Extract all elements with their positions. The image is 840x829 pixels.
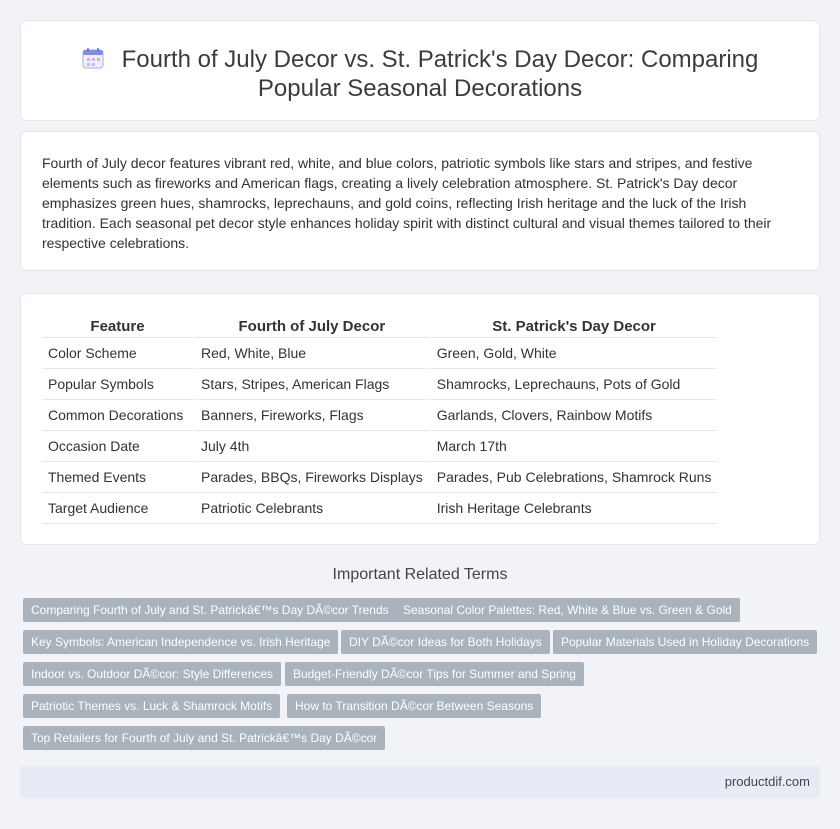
column-header-fourth-of-july: Fourth of July Decor bbox=[194, 316, 430, 337]
table-cell: Occasion Date bbox=[42, 430, 194, 461]
related-term-tag[interactable]: Indoor vs. Outdoor DÃ©cor: Style Differences bbox=[23, 662, 281, 686]
title-card bbox=[20, 20, 820, 121]
column-header-feature: Feature bbox=[42, 316, 194, 337]
footer bbox=[20, 766, 820, 798]
table-row bbox=[42, 368, 718, 399]
column-header-st-patricks: St. Patrick's Day Decor bbox=[430, 316, 719, 337]
table-cell: March 17th bbox=[430, 430, 719, 461]
table-cell: Parades, Pub Celebrations, Shamrock Runs bbox=[430, 461, 719, 492]
page-title bbox=[21, 45, 819, 74]
table-cell: Irish Heritage Celebrants bbox=[430, 492, 719, 523]
related-term-tag[interactable]: Key Symbols: American Independence vs. Irish Heritage bbox=[23, 630, 338, 654]
related-term-tag[interactable]: Comparing Fourth of July and St. Patrickâ€™s Day DÃ©cor Trends bbox=[23, 598, 397, 622]
related-term-tag[interactable]: DIY DÃ©cor Ideas for Both Holidays bbox=[341, 630, 550, 654]
related-term-tag[interactable]: Budget-Friendly DÃ©cor Tips for Summer and Spring bbox=[285, 662, 584, 686]
table-cell: Common Decorations bbox=[42, 399, 194, 430]
table-row bbox=[42, 337, 718, 368]
table-cell: Red, White, Blue bbox=[194, 337, 430, 368]
table-cell: Shamrocks, Leprechauns, Pots of Gold bbox=[430, 368, 719, 399]
title-line-2: Popular Seasonal Decorations bbox=[257, 75, 583, 102]
table-header-row bbox=[42, 316, 718, 337]
intro-card bbox=[20, 131, 820, 271]
table-cell: July 4th bbox=[194, 430, 430, 461]
related-term-tag[interactable]: Seasonal Color Palettes: Red, White & Blue vs. Green & Gold bbox=[395, 598, 740, 622]
comparison-table-card bbox=[20, 293, 820, 545]
intro-paragraph: Fourth of July decor features vibrant red, white, and blue colors, patriotic symbols like stars and stripes, and festive elements such as fireworks and American flags, creating a lively celebration atmosphere. St. Patrick's Day decor emphasizes green hues, shamrocks, leprechauns, and gold coins, reflecting Irish heritage and the luck of the Irish tradition. Each seasonal pet decor style enhances holiday spirit with distinct cultural and visual themes tailored to their respective celebrations. bbox=[42, 155, 772, 251]
related-term-tag[interactable]: Patriotic Themes vs. Luck & Shamrock Motifs bbox=[23, 694, 280, 718]
table-row bbox=[42, 461, 718, 492]
title-line-1: Fourth of July Decor vs. St. Patrick's Day Decor: Comparing bbox=[121, 46, 759, 73]
table-cell: Stars, Stripes, American Flags bbox=[194, 368, 430, 399]
related-terms-heading: Important Related Terms bbox=[332, 566, 508, 583]
table-cell: Parades, BBQs, Fireworks Displays bbox=[194, 461, 430, 492]
table-cell: Popular Symbols bbox=[42, 368, 194, 399]
table-cell: Green, Gold, White bbox=[430, 337, 719, 368]
comparison-table bbox=[42, 316, 719, 524]
table-cell: Patriotic Celebrants bbox=[194, 492, 430, 523]
table-cell: Color Scheme bbox=[42, 337, 194, 368]
related-term-tag[interactable]: Popular Materials Used in Holiday Decorations bbox=[553, 630, 817, 654]
table-cell: Garlands, Clovers, Rainbow Motifs bbox=[430, 399, 719, 430]
related-term-tag[interactable]: How to Transition DÃ©cor Between Seasons bbox=[287, 694, 541, 718]
table-row bbox=[42, 399, 718, 430]
table-cell: Themed Events bbox=[42, 461, 194, 492]
footer-site-name: productdif.com bbox=[724, 774, 810, 789]
calendar-icon bbox=[82, 47, 104, 69]
table-cell: Banners, Fireworks, Flags bbox=[194, 399, 430, 430]
related-term-tag[interactable]: Top Retailers for Fourth of July and St. Patrickâ€™s Day DÃ©cor bbox=[23, 726, 385, 750]
table-cell: Target Audience bbox=[42, 492, 194, 523]
table-row bbox=[42, 430, 718, 461]
table-row bbox=[42, 492, 718, 523]
